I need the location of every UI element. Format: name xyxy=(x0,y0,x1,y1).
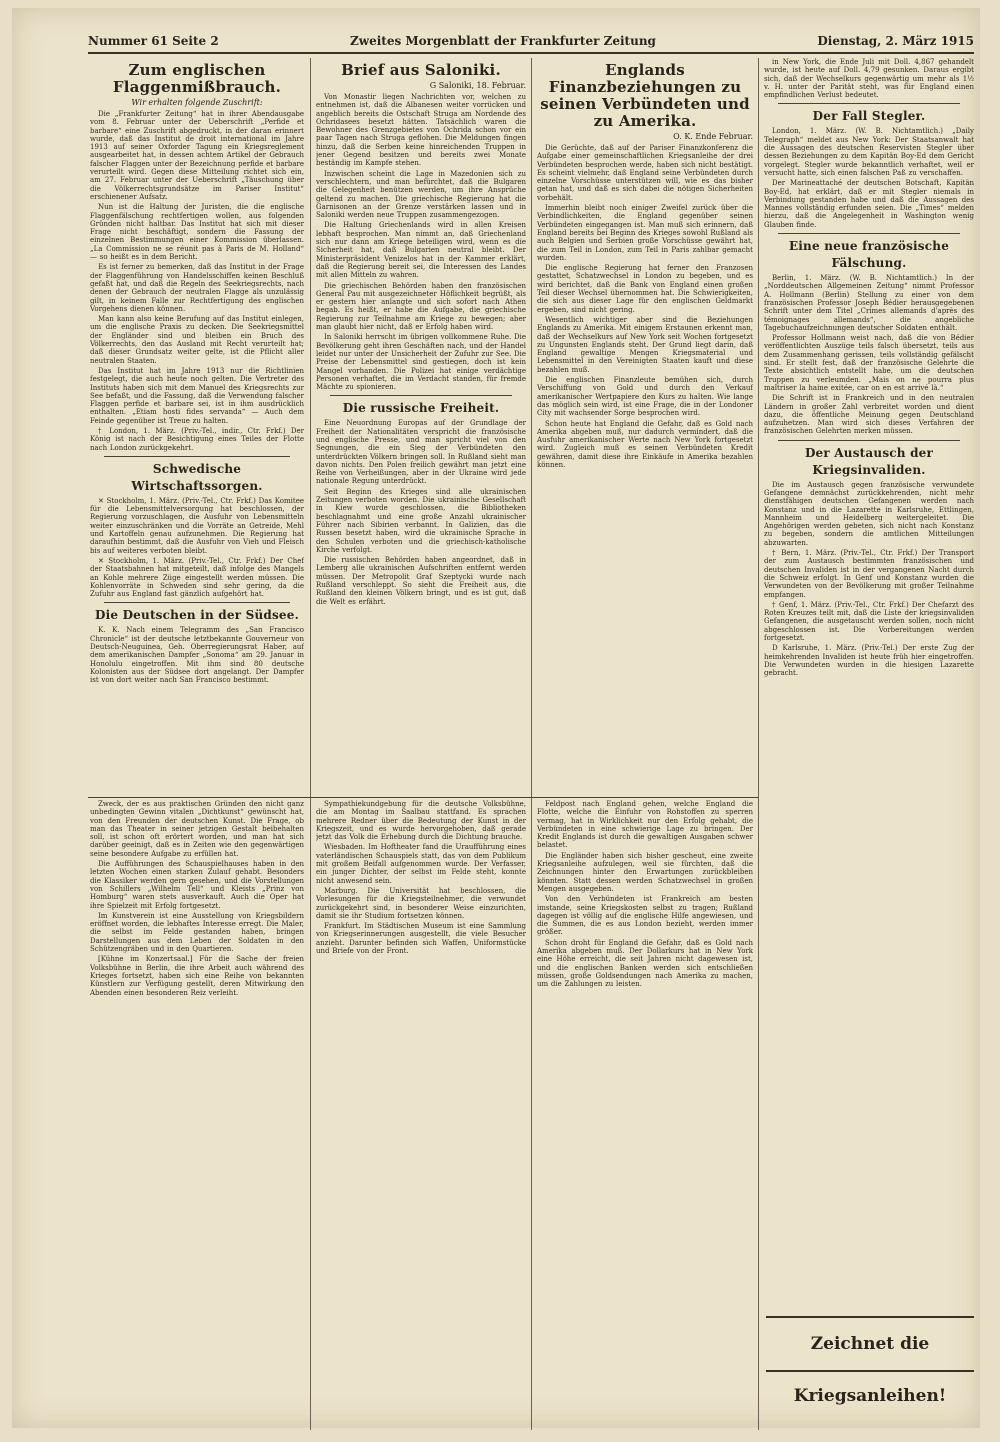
article-divider xyxy=(330,395,512,396)
article-paragraph: Die englische Regierung hat ferner den Franzosen gestattet, Schatzwechsel in London zu begeben, und es wird berichtet, daß die Bank von England einen großen Teil dieser Wechsel übernommen hat. Die Schwierigkeiten, die sich aus dieser Lage für den englischen Geldmarkt ergeben, sind nicht gering. xyxy=(537,264,753,314)
column-1 xyxy=(90,58,304,794)
article-divider xyxy=(104,456,290,457)
article-paragraph: Immerhin bleibt noch einiger Zweifel zurück über die Verbindlichkeiten, die England gegenüber seinen Verbündeten eingegangen ist. Man muß sich erinnern, daß England bereits bei Beginn des Krieges sowohl Rußland als auch Belgien und Serbien große Vorschüsse gewährt hat, die zum Teil in London, zum Teil in Paris zahlbar gemacht wurden. xyxy=(537,204,753,262)
feuilleton-paragraph: Im Kunstverein ist eine Ausstellung von Kriegsbildern eröffnet worden, die lebhaftes Interesse erregt. Die Maler, die selbst im Felde gestanden haben, bringen Darstellungen aus dem Leben der Soldaten in den Schützengräben und in den Quartieren. xyxy=(90,911,304,954)
article-paragraph: Man kann also keine Berufung auf das Institut einlegen, um die englische Praxis zu decken. Die Seekriegsmittel der Engländer sind und bleiben ein Bruch des Völkerrechts, den das Ausland mit Recht verurteilt hat; daß dieser Grundsatz weiter gelte, ist die Pflicht aller neutralen Staaten. xyxy=(90,315,304,365)
article-paragraph: In Saloniki herrscht im übrigen vollkommene Ruhe. Die Bevölkerung geht ihren Geschäften nach, und der Handel leidet nur unter der Unsicherheit der Zufuhr zur See. Die Preise der Lebensmittel sind gestiegen, doch ist kein Mangel vorhanden. Die Polizei hat einige verdächtige Personen verhaftet, die im Verdacht standen, für fremde Mächte zu spionieren. xyxy=(316,333,526,392)
article-divider xyxy=(778,440,960,441)
article-paragraph: Das Institut hat im Jahre 1913 nur die Richtlinien festgelegt, die auch heute noch gelten. Die Vertreter des Instituts haben sich mit dem Manuel des Kriegsrechts zur See befaßt, und die Fassung, daß die Verwendung falscher Flaggen perfide et barbare sei, ist in ihm ausdrücklich enthalten. „Etiam hosti fides servanda“ — Auch dem Feinde gegenüber ist Treue zu halten. xyxy=(90,366,304,425)
article-headline: Zum englischen Flaggenmißbrauch. xyxy=(112,61,282,96)
article-paragraph: † London, 1. März. (Priv.-Tel., indir., Ctr. Frkf.) Der König ist nach der Besichtigung eines Teiles der Flotte nach London zurückgekehrt. xyxy=(90,426,304,452)
article-paragraph: ✕ Stockholm, 1. März. (Priv.-Tel., Ctr. Frkf.) Der Chef der Staatsbahnen hat mitgeteilt, daß infolge des Mangels an Kohle mehrere Züge eingestellt werden müssen. Die Kohlenvorräte in Schweden sind sehr gering, da die Zufuhr aus England fast gänzlich aufgehört hat. xyxy=(90,556,304,599)
article-paragraph: Berlin, 1. März. (W. B. Nichtamtlich.) In der „Norddeutschen Allgemeinen Zeitung“ nimmt Professor A. Hollmann (Berlin) Stellung zu einer von dem französischen Professor Joseph Bédier herausgegebenen Schrift unter dem Titel „Crimes allemands d'après des témoignages allemands“, die angebliche Tagebuchaufzeichnungen deutscher Soldaten enthält. xyxy=(764,274,974,332)
feuilleton-paragraph: Zweck, der es aus praktischen Gründen den nicht ganz unbedingten Gewinn vitalen „Dichtkunst“ gewünscht hat, von den Freunden der deutschen Kunst. Die Frage, ob man das Theater in seiner jetzigen Gestalt beibehalten soll, ist schon oft erörtert worden, und man hat sich darüber geeinigt, daß es in Zeiten wie den gegenwärtigen seine besondere Aufgabe zu erfüllen hat. xyxy=(90,800,304,858)
article-paragraph: Inzwischen scheint die Lage in Mazedonien sich zu verschlechtern, und man befürchtet, daß die Bulgaren die Gelegenheit benützen werden, um ihre Ansprüche geltend zu machen. Die griechische Regierung hat die Garnisonen an der Grenze verstärken lassen und in Saloniki werden neue Truppen zusammengezogen. xyxy=(316,169,526,220)
article-divider xyxy=(778,103,960,104)
feuilleton-middle xyxy=(316,800,526,1370)
article-paragraph: in New York, die Ende Juli mit Doll. 4,867 gehandelt wurde, ist heute auf Doll. 4,79 gesunken. Daraus ergibt sich, daß der Wechselkurs gegenwärtig um mehr als 1½ v. H. unter der Parität steht, was für England einen empfindlichen Verlust bedeutet. xyxy=(764,58,974,100)
article-dateline: O. K. Ende Februar. xyxy=(673,132,753,141)
article-headline: Der Fall Stegler. xyxy=(812,109,926,124)
article-headline: Die Deutschen in der Südsee. xyxy=(95,608,299,623)
article-intro: Wir erhalten folgende Zuschrift: xyxy=(131,98,263,107)
article-paragraph: Die russischen Behörden haben angeordnet, daß in Lemberg alle ukrainischen Aufschriften entfernt werden müssen. Der Metropolit Graf Szeptycki wurde nach Rußland verschleppt. So sieht die Freiheit aus, die Rußland den kleinen Völkern bringt, und es ist gut, daß die Welt es erfährt. xyxy=(316,556,526,606)
issue-date: Dienstag, 2. März 1915 xyxy=(817,34,974,48)
column-3 xyxy=(537,58,753,794)
column-2 xyxy=(316,58,526,794)
article-paragraph: ✕ Stockholm, 1. März. (Priv.-Tel., Ctr. Frkf.) Das Komitee für die Lebensmittelversorgung hat beschlossen, der Regierung vorzuschlagen, die Ausfuhr von Lebensmitteln weiter einzuschränken und die Vorräte an Getreide, Mehl und Kartoffeln genau aufzunehmen. Die Regierung hat daraufhin bestimmt, daß die Ausfuhr von Vieh und Fleisch bis auf weiteres verboten bleibt. xyxy=(90,496,304,555)
article-divider xyxy=(778,233,960,234)
article-paragraph: London, 1. März. (W. B. Nichtamtlich.) „Daily Telegraph“ meldet aus New York: Der Staatsanwalt hat die Aussagen des deutschen Reservisten Stegler über dessen Beziehungen zu dem Kapitän Boy-Ed dem Gericht vorgelegt. Stegler wurde bekanntlich verhaftet, weil er versucht hatte, sich einen falschen Paß zu verschaffen. xyxy=(764,127,974,177)
feuilleton-paragraph: Frankfurt. Im Städtischen Museum ist eine Sammlung von Kriegserinnerungen ausgestellt, die viele Besucher anzieht. Darunter befinden sich Waffen, Uniformstücke und Briefe von der Front. xyxy=(316,922,526,956)
article-paragraph: Von Monastir liegen Nachrichten vor, welchen zu entnehmen ist, daß die Albanesen weiter vorrücken und angeblich bereits die Ostschaft Struga am Nordende des Ochridasees besetzt hätten. Tatsächlich waren die Bewohner des Grenzgebietes von Ochrida schon vor ein paar Tagen nach Struga geflohen. Die Meldungen fingen hinzu, daß die Serben keine hinreichenden Truppen in jener Gegend besitzen und bereits zwei Monate beständig im Kampfe stehen. xyxy=(316,93,526,168)
article-paragraph: Nun ist die Haltung der Juristen, die die englische Flaggenfälschung rechtfertigen wollen, aus folgenden Gründen nicht haltbar. Das Institut hat sich mit dieser Frage nicht beschäftigt, sondern die Fassung der einzelnen Bestimmungen einer Kommission überlassen. „La Commission ne se réunit pas à Paris de M. Holland“ — so heißt es in dem Bericht. xyxy=(90,203,304,262)
article-paragraph: Von den Verbündeten ist Frankreich am besten imstande, seine Kriegskosten selbst zu tragen; Rußland dagegen ist völlig auf die englische Hilfe angewiesen, und die Summen, die es aus London bezieht, werden immer größer. xyxy=(537,895,753,937)
finance-continuation xyxy=(537,800,753,1370)
feuilleton-paragraph: Wiesbaden. Im Hoftheater fand die Uraufführung eines vaterländischen Schauspiels statt, das von dem Publikum mit großem Beifall aufgenommen wurde. Der Verfasser, ein junger Dichter, der selbst im Felde steht, konnte nicht anwesend sein. xyxy=(316,843,526,885)
article-paragraph: † Bern, 1. März. (Priv.-Tel., Ctr. Frkf.) Der Transport der zum Austausch bestimmten französischen und deutschen Invaliden ist in der vergangenen Nacht durch die Schweiz erfolgt. In Genf und Konstanz wurden die Verwundeten von der Bevölkerung mit großer Teilnahme empfangen. xyxy=(764,549,974,599)
feuilleton-left xyxy=(90,800,304,1370)
article-headline: Der Austausch der Kriegsinvaliden. xyxy=(804,445,934,477)
article-headline: Brief aus Saloniki. xyxy=(341,61,501,79)
feuilleton-paragraph: [Kühne im Konzertsaal.] Für die Sache der freien Volksbühne in Berlin, die ihre Arbeit auch während des Krieges fortsetzt, haben sich eine Reihe von bekannten Künstlern zur Verfügung gestellt, deren Mitwirkung den Abenden einen besonderen Reiz verleiht. xyxy=(90,955,304,997)
article-paragraph: Die Schrift ist in Frankreich und in den neutralen Ländern in großer Zahl verbreitet worden und dient dazu, die öffentliche Meinung gegen Deutschland aufzuhetzen. Man wird sich dieses Verfahren der französischen Gelehrten merken müssen. xyxy=(764,394,974,436)
article-headline: Schwedische Wirtschaftssorgen. xyxy=(131,461,263,493)
article-paragraph: K. K. Nach einem Telegramm des „San Francisco Chronicle“ ist der deutsche letztbekannte Gouverneur von Deutsch-Neuguinea, Geh. Oberregierungsrat Haber, auf dem amerikanischen Dampfer „Sonoma“ am 29. Januar in Honolulu eingetroffen. Mit ihm sind 80 deutsche Kolonisten aus der Südsee dort angelangt. Der Dampfer ist von dort weiter nach San Francisco bestimmt. xyxy=(90,626,304,685)
war-bond-appeal: Zeichnet die Kriegsanleihen! xyxy=(766,1316,974,1372)
masthead xyxy=(88,34,974,54)
article-paragraph: Feldpost nach England gehen, welche England die Flotte, welche die Einfuhr von Rohstoffen zu sperren vermag, hat in Wirklichkeit nur den Erfolg gehabt, die Verbündeten in eine schwierige Lage zu bringen. Der Kredit Englands ist durch die gewaltigen Ausgaben schwer belastet. xyxy=(537,800,753,850)
article-paragraph: Professor Hollmann weist nach, daß die von Bédier veröffentlichten Auszüge teils falsch übersetzt, teils aus dem Zusammenhang gerissen, teils vollständig gefälscht sind. Er stellt fest, daß der französische Gelehrte die Texte absichtlich entstellt habe, um die deutschen Truppen zu verleumden. „Mais on ne pourra plus maîtriser la haine exitée, car on en est arrivé là.“ xyxy=(764,334,974,392)
article-paragraph: Die im Austausch gegen französische verwundete Gefangene demnächst zurückkehrenden, nicht mehr dienstfähigen deutschen Gefangenen werden nach Konstanz und in die Lazarette in Karlsruhe, Ettlingen, Mannheim und Heidelberg weitergeleitet. Die Angehörigen werden gebeten, sich nicht nach Konstanz zu begeben, sondern die amtlichen Mitteilungen abzuwarten. xyxy=(764,480,974,547)
article-paragraph: Es ist ferner zu bemerken, daß das Institut in der Frage der Flaggenführung von Handelsschiffen keinen Beschluß gefaßt hat, und daß die Regeln des Seekriegsrechts, nach denen der Gebrauch der neutralen Flagge als unzulässig gilt, in keinem Falle zur Rechtfertigung des englischen Vorgehens dienen können. xyxy=(90,263,304,313)
article-paragraph: Seit Beginn des Krieges sind alle ukrainischen Zeitungen verboten worden. Die ukrainische Gesellschaft in Kiew wurde geschlossen, die Bibliotheken beschlagnahmt und eine große Anzahl ukrainischer Führer nach Sibirien verbannt. In Galizien, das die Russen besetzt haben, wird die ukrainische Sprache in den Schulen verboten und die griechisch-katholische Kirche verfolgt. xyxy=(316,487,526,554)
article-paragraph: † Genf, 1. März. (Priv.-Tel., Ctr. Frkf.) Der Chefarzt des Roten Kreuzes teilt mit, daß die Liste der kriegsinvaliden Gefangenen, die ausgetauscht werden sollen, noch nicht abgeschlossen ist. Die Vorbereitungen werden fortgesetzt. xyxy=(764,600,974,643)
article-paragraph: Eine Neuordnung Europas auf der Grundlage der Freiheit der Nationalitäten verspricht die französische und englische Presse, und man spricht viel von den Segnungen, die ein Sieg der Verbündeten den unterdrückten Völkern bringen soll. In Rußland sieht man davon nichts. Den Polen freilich gewährt man jetzt eine Reihe von Verheißungen, aber in der Ukraine wird jede nationale Regung unterdrückt. xyxy=(316,419,526,486)
article-paragraph: Der Marineattaché der deutschen Botschaft, Kapitän Boy-Ed, hat erklärt, daß er mit Stegler niemals in Verbindung gestanden habe und daß die Aussagen des Mannes vollständig erfunden seien. Die „Times“ melden hierzu, daß die Angelegenheit in Washington wenig Glauben finde. xyxy=(764,179,974,229)
article-dateline: G Saloniki, 18. Februar. xyxy=(429,81,526,90)
article-paragraph: D Karlsruhe, 1. März. (Priv.-Tel.) Der erste Zug der heimkehrenden Invaliden ist heute früh hier eingetroffen. Die Verwundeten wurden in die hiesigen Lazarette gebracht. xyxy=(764,644,974,678)
article-paragraph: Schon heute hat England die Gefahr, daß es Gold nach Amerika abgeben muß, nur dadurch vermindert, daß die Ausfuhr amerikanischer Werte nach New York fortgesetzt wird. Zugleich muß es seinen Verbündeten Kredit gewähren, damit diese ihre Einkäufe in Amerika bezahlen können. xyxy=(537,419,753,469)
column-rule xyxy=(758,58,759,1430)
feuilleton-paragraph: Die Aufführungen des Schauspielhauses haben in den letzten Wochen einen starken Zulauf gehabt. Besonders die Klassiker werden gern gesehen, und die Vorstellungen von Schillers „Wilhelm Tell“ und Kleists „Prinz von Homburg“ waren stets ausverkauft. Auch die Oper hat ihre Spielzeit mit Erfolg fortgesetzt. xyxy=(90,860,304,910)
article-divider xyxy=(104,602,290,603)
paper-title: Zweites Morgenblatt der Frankfurter Zeitung xyxy=(350,34,656,48)
feuilleton-paragraph: Marburg. Die Universität hat beschlossen, die Vorlesungen für die Kriegsteilnehmer, die verwundet zurückgekehrt sind, in besonderer Weise einzurichten, damit sie ihr Studium fortsetzen können. xyxy=(316,886,526,920)
article-paragraph: Wesentlich wichtiger aber sind die Beziehungen Englands zu Amerika. Mit einigem Erstaunen erkennt man, daß der Wechselkurs auf New York seit Wochen fortgesetzt zu Ungunsten Englands steht. Der Grund liegt darin, daß England gewaltige Mengen Kriegsmaterial und Lebensmittel in den Vereinigten Staaten kauft und diese bezahlen muß. xyxy=(537,315,753,374)
column-rule xyxy=(310,58,311,1430)
article-paragraph: Die Haltung Griechenlands wird in allen Kreisen lebhaft besprochen. Man nimmt an, daß Griechenland sich nur dann am Kriege beteiligen wird, wenn es die Sicherheit hat, daß Bulgarien neutral bleibt. Der Ministerpräsident Venizelos hat in der Kammer erklärt, daß die Regierung bereit sei, die Interessen des Landes mit allen Mitteln zu wahren. xyxy=(316,221,526,280)
section-rule xyxy=(88,797,758,798)
article-paragraph: Die „Frankfurter Zeitung“ hat in ihrer Abendausgabe vom 8. Februar unter der Ueberschrift „Perfide et barbare“ eine Zuschrift abgedruckt, in der daran erinnert wurde, daß das Institut de droit international im Jahre 1913 auf seiner Oxforder Tagung ein Kriegsreglement ausgearbeitet hat, in dessen achtem Artikel der Gebrauch falscher Flaggen unter der Bezeichnung perfide et barbare verurteilt wird. Gegen diese Mitteilung richtet sich ein, am 27. Februar unter der Ueberschrift „Täuschung über die Völkerrechtsgrundsätze im Pariser Institut“ erschienener Aufsatz. xyxy=(90,110,304,201)
column-4 xyxy=(764,58,974,1308)
article-headline: Englands Finanzbeziehungen zu seinen Verbündeten und zu Amerika. xyxy=(540,61,750,130)
issue-number: Nummer 61 Seite 2 xyxy=(88,34,219,48)
article-paragraph: Die englischen Finanzleute bemühen sich, durch Verschiffung von Gold und durch den Verkauf amerikanischer Wertpapiere den Kurs zu halten. Wie lange das möglich sein wird, ist eine Frage, die in der Londoner City mit wachsender Sorge besprochen wird. xyxy=(537,376,753,418)
article-paragraph: Schon droht für England die Gefahr, daß es Gold nach Amerika abgeben muß. Der Dollarkurs hat in New York eine Höhe erreicht, die seit Jahren nicht dagewesen ist, und die englischen Banken werden sich entschließen müssen, große Goldsendungen nach Amerika zu machen, um die Zahlungen zu leisten. xyxy=(537,938,753,989)
article-paragraph: Die Engländer haben sich bisher gescheut, eine zweite Kriegsanleihe aufzulegen, weil sie fürchten, daß die Zeichnungen hinter den Erwartungen zurückbleiben könnten. Statt dessen werden Schatzwechsel in großen Mengen ausgegeben. xyxy=(537,851,753,893)
feuilleton-paragraph: Sympathiekundgebung für die deutsche Volksbühne, die am Montag im Saalbau stattfand. Es sprachen mehrere Redner über die Bedeutung der Kunst in der Kriegszeit, und es wurde hervorgehoben, daß gerade jetzt das Volk die Erhebung durch die Dichtung brauche. xyxy=(316,800,526,842)
article-headline: Eine neue französische Fälschung. xyxy=(788,239,950,271)
article-headline: Die russische Freiheit. xyxy=(342,401,500,416)
column-rule xyxy=(531,58,532,1430)
article-paragraph: Die griechischen Behörden haben den französischen General Pau mit ausgezeichneter Höflichkeit begrüßt, als er gestern hier anlangte und sich sofort nach Athen begab. Es heißt, er habe die Aufgabe, die griechische Regierung zur Teilnahme am Kriege zu bewegen; aber man glaubt hier nicht, daß er Erfolg haben wird. xyxy=(316,281,526,332)
article-paragraph: Die Gerüchte, daß auf der Pariser Finanzkonferenz die Aufgabe einer gemeinschaftlichen Kriegsanleihe der drei Verbündeten besprochen werde, haben sich nicht bestätigt. Es scheint vielmehr, daß England seine Verbündeten durch einzelne Vorschüsse unterstützen will, wie es das bisher getan hat, und daß es sich dabei die nötigen Sicherheiten vorbehält. xyxy=(537,144,753,202)
